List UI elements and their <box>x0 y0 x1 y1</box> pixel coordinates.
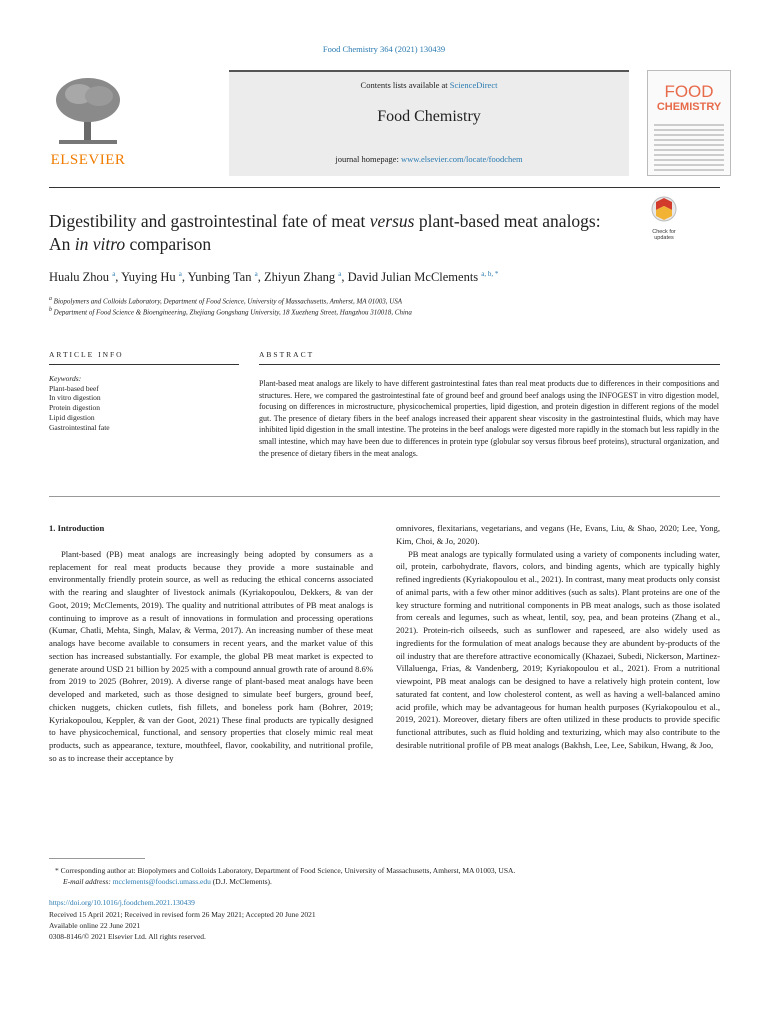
email-suffix: (D.J. McClements). <box>210 877 272 886</box>
author-sup: a <box>178 270 182 278</box>
cover-title-food: FOOD <box>664 82 714 101</box>
intro-paragraph-2: PB meat analogs are typically formulated using a variety of components including water, oil, protein, carbohydrate, flavors, colors, and binding agents, which are typically highly refined ingredients (Kyriakopoulou et al., 2021). In contrast, many meat products only consist of animal parts, with a few other minor additives (such as salts). Plant proteins are one of the key structure forming and nutritional components in PB meat analogs, such as those isolated from cereals and legumes, such as wheat, lentil, soy, pea, and bean proteins (Zhang et al., 2021). Protein-rich oilseeds, such as sunflower and rapeseed, are also widely used as ingredients for the formulation of meat analogs because they are abundent by-products of the oil industry that are therefore attractive economically (Khazaei, Subedi, Nickerson, Martinez-Villaluenga, Frias, & Vandenberg, 2019; Kyriakopoulou et al., 2021). From a nutritional viewpoint, PB meat analogs can be designed to have a relatively high protein content, low saturated fat content, and low cholesterol content, as well as having a well-balanced amino acid profile, which may be advantageous for human health purposes (Kyriakopoulou et al., 2019, 2021). Moreover, dietary fibers are often utilized in these products to provide specific functional attributes, such as fluid holding and texturizing, which may also contribute to the desirable nutritional profile of PB meat analogs (Bakhsh, Lee, Lee, Sabikun, Hwang, & Joo, <box>396 548 720 750</box>
author-name: Zhiyun Zhang <box>263 270 336 285</box>
crossmark-label: Check for updates <box>652 229 676 241</box>
issn-copyright: 0308-8146/© 2021 Elsevier Ltd. All rights reserved. <box>49 932 206 941</box>
paragraph-continuation: omnivores, flexitarians, vegetarians, and vegans (He, Evans, Liu, & Shao, 2020; Lee, Yong, Kim, Choi, & Jo, 2020). <box>396 523 720 546</box>
received-dates: Received 15 April 2021; Received in revised form 26 May 2021; Accepted 20 June 2021 <box>49 910 316 919</box>
title-part: in vitro <box>74 234 126 254</box>
journal-reference[interactable]: Food Chemistry 364 (2021) 130439 <box>322 44 446 54</box>
affiliation-a <box>49 296 402 305</box>
header-banner <box>229 70 629 176</box>
available-online: Available online 22 June 2021 <box>49 921 141 930</box>
homepage-link[interactable]: www.elsevier.com/locate/foodchem <box>400 154 523 164</box>
article-title <box>49 210 609 256</box>
article-info-label: ARTICLE INFO <box>49 350 124 359</box>
author[interactable] <box>121 270 182 284</box>
author-list: Hualu Zhou $^a$, Yuying Hu $^a$, Yunbing Tan $^a$, Zhiyun Zhang $^a$, David Julian McClements $^{a, b, *}$ <box>49 270 499 285</box>
keyword: Lipid digestion <box>49 412 95 422</box>
author-name: Yunbing Tan <box>187 270 252 285</box>
title-part: plant-based meat analogs: An <box>49 211 601 254</box>
journal-title: Food Chemistry <box>377 108 481 125</box>
affiliation-text: Biopolymers and Colloids Laboratory, Department of Food Science, University of Massachusetts, Amherst, MA 01003, USA <box>53 297 403 306</box>
author-sup: a, b, * <box>481 270 499 278</box>
homepage-line <box>229 154 629 164</box>
keywords-label: Keywords: <box>49 374 82 383</box>
author-sup: a <box>254 270 258 278</box>
intro-heading: 1. Introduction <box>49 523 105 533</box>
contents-line <box>229 80 629 90</box>
affiliation-sup: a <box>49 296 52 302</box>
abstract-bottom-rule <box>49 496 720 497</box>
affiliation-text: Department of Food Science & Bioengineering, Zhejiang Gongshang University, 18 Xuezheng Street, Hangzhou 310018, China <box>53 308 412 317</box>
elsevier-wordmark: ELSEVIER <box>50 152 126 168</box>
keyword: Plant-based beef <box>49 383 99 393</box>
homepage-prefix: journal homepage: <box>335 154 401 164</box>
author-name: Yuying Hu <box>121 270 176 285</box>
affiliation-sup: b <box>49 307 52 313</box>
email-label: E-mail address: <box>63 877 113 886</box>
author[interactable] <box>188 270 258 284</box>
author-name: David Julian McClements <box>347 270 479 285</box>
affiliation-b <box>49 307 412 316</box>
email-line <box>49 877 272 888</box>
intro-paragraph: Plant-based (PB) meat analogs are increasingly being adopted by consumers as a replacement for real meat products because they provide a more sustainable and environmentally friendly protein source, as well as reducing the ethical concerns associated with the rearing and slaughter of livestock animals (Kyriakopoulou, Dekkers, & van der Goot, 2019; McClements, 2019). The quality and nutritional attributes of PB meat analogs is continuing to improve as a result of innovations in formulation and processing operations (Kumar, Chatli, Mehta, Singh, Malav, & Verma, 2017). An increasing number of these meat analogs have become available to consumers in recent years, and the market value of this section has increased substantially. For example, the global PB meat market is expected to generate around USD 21 billion by 2025 with a compound annual growth rate of around 8.6% from 2019 to 2025 (Bohrer, 2019). A diverse range of plant-based meat analogs have been developed and marketed, such as those designed to simulate beef burgers, ground beef, chicken nuggets, chicken cutlets, fish fillets, and boneless pork ham (Bohrer, 2019; Kyriakopoulou, Keppler, & van der Goot, 2021) These final products are typically designed to have physicochemical, functional, and sensory properties that closely mimic real meat products, such as appearance, texture, mouthfeel, flavor, cookability, and nutritional profile, so as to increase their acceptance by <box>49 548 373 763</box>
journal-header <box>49 70 722 182</box>
keyword: In vitro digestion <box>49 393 101 403</box>
crossmark-icon <box>644 196 684 224</box>
contents-prefix: Contents lists available at <box>360 80 450 90</box>
email-link[interactable]: mcclements@foodsci.umass.edu <box>112 877 211 886</box>
abstract-label: ABSTRACT <box>259 350 315 359</box>
author[interactable] <box>49 270 115 284</box>
keyword: Protein digestion <box>49 403 101 413</box>
corresponding-author-note: * Corresponding author at: Biopolymers and Colloids Laboratory, Department of Food Science, University of Massachusetts, Amherst, MA 01003, USA. <box>55 866 516 875</box>
abstract-text: Plant-based meat analogs are likely to have different gastrointestinal fates than real meat products due to differences in their compositions and structures. Here, we compared the gastrointestinal fate of ground beef and ground beef analogs using the INFOGEST in vitro digestion model, focusing on differences in microstructure, physicochemical properties, lipid digestion, and protein digestion in different regions of the model gut. The presence of dietary fibers in the beef analogs increased their apparent shear viscosity in the gastrointestinal fluids, which may have inhibited lipid digestion in the small intestine. The proteins in the beef analogs were digested more rapidly in the stomach but less rapidly in the small intestine, which may have been due to differences in protein type (globular soy versus fibrous beef proteins), structural organization, and the presence of dietary fibers in the meat analogs. <box>259 379 719 458</box>
header-divider <box>49 187 720 188</box>
cover-title-chemistry: CHEMISTRY <box>656 101 722 113</box>
title-part: comparison <box>125 234 212 254</box>
author-name: Hualu Zhou <box>49 270 110 285</box>
sciencedirect-link[interactable]: ScienceDirect <box>449 80 498 90</box>
elsevier-tree-logo <box>49 72 127 172</box>
journal-cover-thumbnail[interactable] <box>647 70 731 176</box>
title-part: Digestibility and gastrointestinal fate of meat <box>49 211 370 231</box>
author[interactable] <box>264 270 341 284</box>
author-sup: a <box>338 270 342 278</box>
doi-link[interactable]: https://doi.org/10.1016/j.foodchem.2021.130439 <box>49 898 195 907</box>
body-left-column <box>49 522 373 765</box>
keywords-block <box>49 374 110 432</box>
title-part: versus <box>369 211 415 231</box>
article-info-rule <box>49 364 239 365</box>
keyword: Gastrointestinal fate <box>49 422 110 432</box>
abstract-rule <box>259 364 720 365</box>
author[interactable] <box>348 270 499 284</box>
cover-decoration <box>654 121 724 174</box>
check-for-updates-badge[interactable] <box>644 196 684 241</box>
author-sup: a <box>112 270 116 278</box>
footnote-rule <box>49 858 145 859</box>
body-right-column <box>396 522 720 752</box>
